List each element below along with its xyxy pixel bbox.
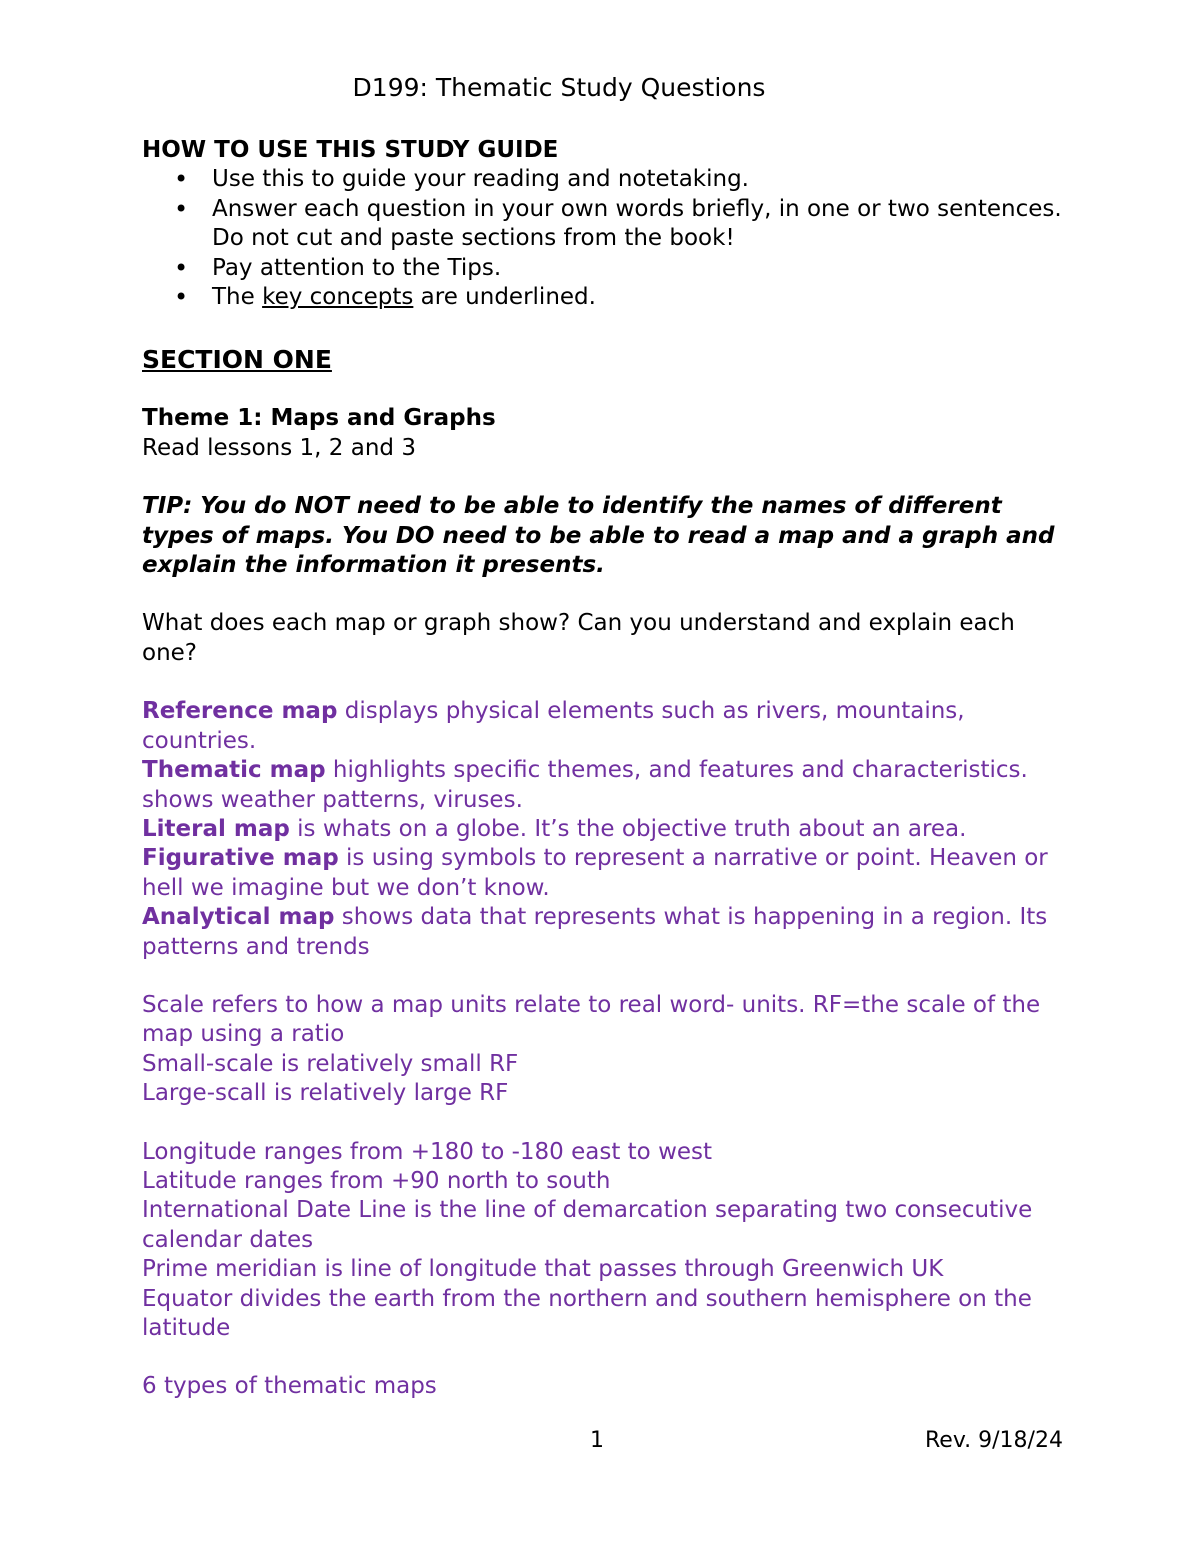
howto-bullet-item	[142, 283, 1062, 312]
howto-bullet-list	[142, 165, 1062, 312]
scale-note: Small-scale is relatively small RF	[142, 1050, 519, 1077]
map-description: is whats on a globe. It’s the objective truth about an area.	[289, 815, 967, 842]
revision-date: Rev. 9/18/24	[925, 1428, 1063, 1453]
map-definition	[142, 903, 1062, 962]
map-description: displays physical elements such as rivers, mountains, countries.	[142, 698, 965, 754]
howto-bullet-item: • Answer each question in your own words briefly, in one or two sentences. Do not cut and paste sections from the book!	[142, 195, 1062, 254]
thematic-types-note: 6 types of thematic maps	[142, 1373, 437, 1400]
map-term: Figurative map	[142, 845, 339, 872]
key-concepts-underlined: key concepts	[262, 284, 414, 311]
bullet-text: are underlined.	[413, 284, 596, 311]
map-term: Reference map	[142, 698, 338, 725]
map-description: is using symbols to represent a narrative or point. Heaven or hell we imagine but we don’t know.	[142, 845, 1048, 901]
map-definition	[142, 697, 1062, 756]
tip-text: TIP: You do NOT need to be able to identify the names of different types of maps. You DO need to be able to read a map and a graph and explain the information it presents.	[142, 493, 1055, 579]
coordinate-note: Latitude ranges from +90 north to south	[142, 1167, 611, 1194]
howto-heading: HOW TO USE THIS STUDY GUIDE	[142, 137, 559, 163]
scale-notes	[142, 991, 1062, 1109]
study-question: What does each map or graph show? Can you understand and explain each one?	[142, 610, 1015, 666]
howto-bullet-item: • Use this to guide your reading and notetaking.	[142, 165, 1062, 194]
map-definition	[142, 844, 1062, 903]
reading-assignment: Read lessons 1, 2 and 3	[142, 434, 416, 461]
map-description: shows data that represents what is happening in a region. Its patterns and trends	[142, 904, 1048, 960]
map-definition	[142, 815, 1062, 844]
map-description: highlights specific themes, and features and characteristics. shows weather patterns, viruses.	[142, 757, 1028, 813]
howto-bullet-item: • Pay attention to the Tips.	[142, 254, 1062, 283]
coordinate-note: Longitude ranges from +180 to -180 east to west	[142, 1138, 713, 1165]
map-term: Literal map	[142, 815, 290, 842]
bullet-text: The	[212, 284, 263, 311]
section-heading: SECTION ONE	[142, 345, 332, 375]
page-number: 1	[590, 1428, 604, 1453]
document-page	[142, 68, 1062, 1402]
map-type-notes	[142, 697, 1062, 962]
coordinate-notes	[142, 1138, 1062, 1344]
coordinate-note: International Date Line is the line of demarcation separating two consecutive calendar dates	[142, 1197, 1033, 1253]
document-title: D199: Thematic Study Questions	[352, 73, 766, 102]
scale-note: Large-scall is relatively large RF	[142, 1080, 509, 1107]
map-term: Thematic map	[142, 757, 326, 784]
coordinate-note: Prime meridian is line of longitude that passes through Greenwich UK	[142, 1256, 944, 1283]
map-term: Analytical map	[142, 904, 335, 931]
map-definition	[142, 756, 1062, 815]
scale-note: Scale refers to how a map units relate to real word- units. RF=the scale of the map using a ratio	[142, 991, 1041, 1048]
coordinate-note: Equator divides the earth from the northern and southern hemisphere on the latitude	[142, 1285, 1032, 1341]
theme-heading: Theme 1: Maps and Graphs	[142, 405, 496, 432]
